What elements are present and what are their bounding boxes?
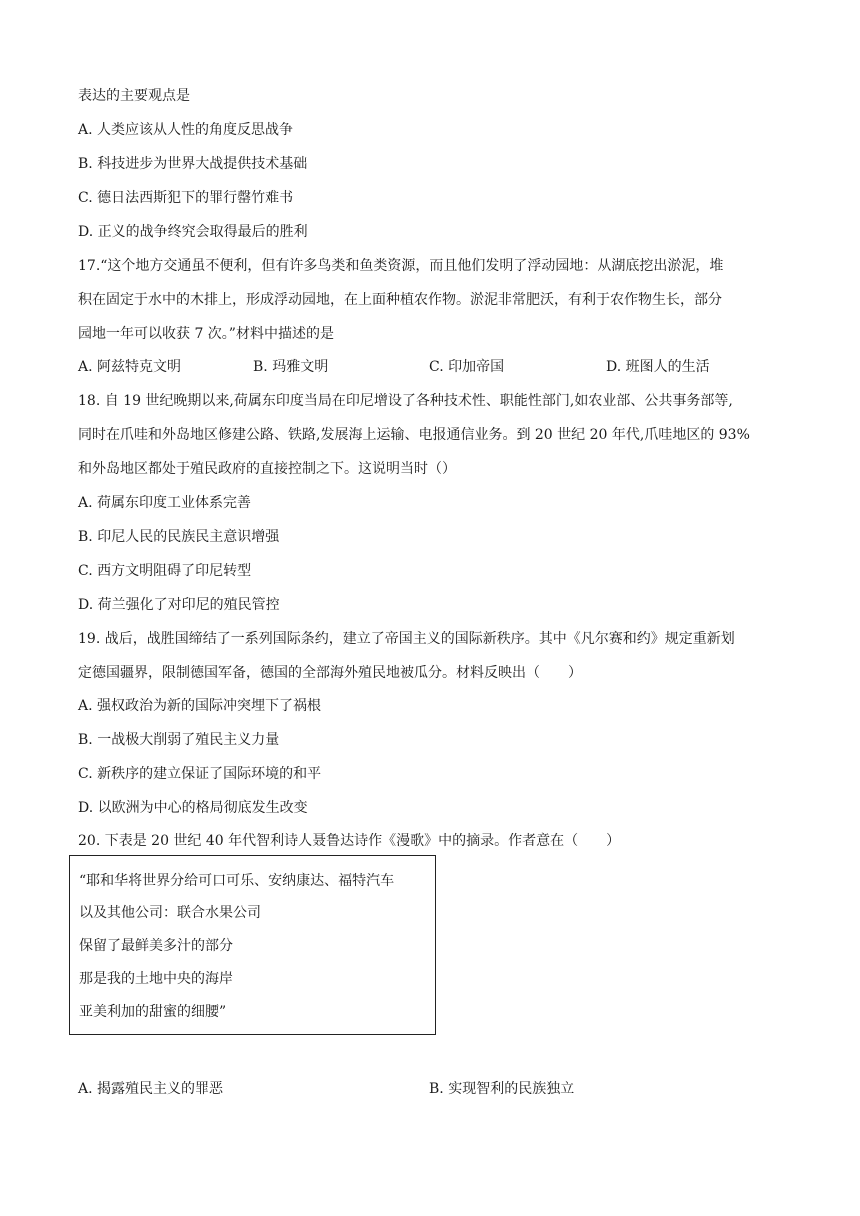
q18-option-c: C. 西方文明阻碍了印尼转型 xyxy=(78,563,252,579)
q16-option-c: C. 德日法西斯犯下的罪行罄竹难书 xyxy=(78,190,294,206)
poem-line-4: 那是我的土地中央的海岸 xyxy=(79,971,233,987)
poem-line-5: 亚美利加的甜蜜的细腰” xyxy=(79,1004,227,1020)
q17-option-d: D. 班图人的生活 xyxy=(606,359,710,375)
q19-option-b: B. 一战极大削弱了殖民主义力量 xyxy=(78,732,280,748)
q19-stem-line-1: 19. 战后，战胜国缔结了一系列国际条约，建立了帝国主义的国际新秩序。其中《凡尔赛和约》规定重新划 xyxy=(78,631,735,647)
q17-stem-line-3: 园地一年可以收获 7 次。”材料中描述的是 xyxy=(78,326,334,342)
q16-stem-tail: 表达的主要观点是 xyxy=(78,88,190,104)
q17-option-c: C. 印加帝国 xyxy=(429,359,505,375)
poem-line-2: 以及其他公司：联合水果公司 xyxy=(79,905,261,921)
q16-option-b: B. 科技进步为世界大战提供技术基础 xyxy=(78,156,308,172)
q20-option-a: A. 揭露殖民主义的罪恶 xyxy=(78,1081,224,1097)
poem-line-3: 保留了最鲜美多汁的部分 xyxy=(79,938,233,954)
q16-option-d: D. 正义的战争终究会取得最后的胜利 xyxy=(78,224,308,240)
q18-stem-line-1: 18. 自 19 世纪晚期以来,荷属东印度当局在印尼增设了各种技术性、职能性部门,如农业部、公共事务部等, xyxy=(78,393,733,409)
q19-option-c: C. 新秩序的建立保证了国际环境的和平 xyxy=(78,766,322,782)
q17-option-a: A. 阿兹特克文明 xyxy=(78,359,182,375)
q18-stem-line-2: 同时在爪哇和外岛地区修建公路、铁路,发展海上运输、电报通信业务。到 20 世纪 20 年代,爪哇地区的 93% xyxy=(78,427,750,443)
q19-option-d: D. 以欧洲为中心的格局彻底发生改变 xyxy=(78,800,308,816)
poem-excerpt-box xyxy=(69,855,436,1035)
q20-option-b: B. 实现智利的民族独立 xyxy=(429,1081,575,1097)
q17-option-b: B. 玛雅文明 xyxy=(253,359,329,375)
q19-option-a: A. 强权政治为新的国际冲突埋下了祸根 xyxy=(78,698,322,714)
q17-stem-line-2: 积在固定于水中的木排上，形成浮动园地，在上面种植农作物。淤泥非常肥沃，有利于农作物生长，部分 xyxy=(78,292,722,308)
q19-stem-line-2: 定德国疆界，限制德国军备，德国的全部海外殖民地被瓜分。材料反映出（ ） xyxy=(78,665,582,681)
q17-stem-line-1: 17.“这个地方交通虽不便利，但有许多鸟类和鱼类资源，而且他们发明了浮动园地：从湖底挖出淤泥，堆 xyxy=(78,258,724,274)
q16-option-a: A. 人类应该从人性的角度反思战争 xyxy=(78,122,294,138)
q18-option-b: B. 印尼人民的民族民主意识增强 xyxy=(78,529,280,545)
q20-stem: 20. 下表是 20 世纪 40 年代智利诗人聂鲁达诗作《漫歌》中的摘录。作者意在（ ） xyxy=(78,833,621,849)
q18-option-d: D. 荷兰强化了对印尼的殖民管控 xyxy=(78,597,280,613)
poem-line-1: “耶和华将世界分给可口可乐、安纳康达、福特汽车 xyxy=(79,873,395,889)
q18-stem-line-3: 和外岛地区都处于殖民政府的直接控制之下。这说明当时（） xyxy=(78,461,456,477)
q18-option-a: A. 荷属东印度工业体系完善 xyxy=(78,495,252,511)
